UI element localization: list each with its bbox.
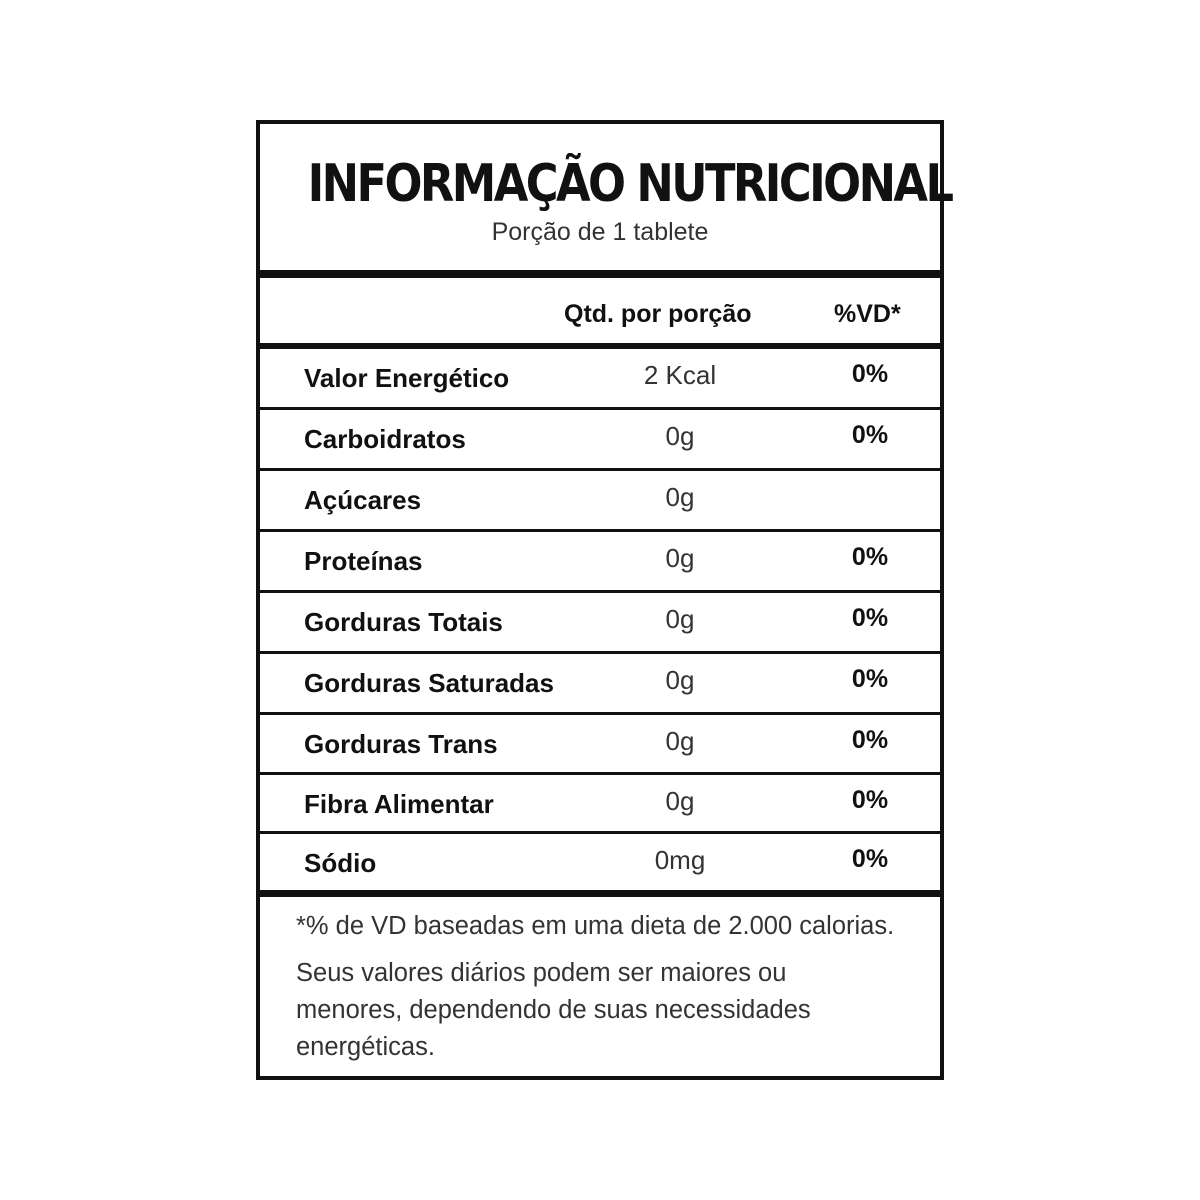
nutrient-vd: 0% <box>851 786 889 814</box>
nutrient-qty: 0g <box>665 543 695 573</box>
nutrient-name: Proteínas <box>304 546 423 576</box>
nutrient-qty: 0g <box>665 726 695 756</box>
nutrient-qty: 2 Kcal <box>643 360 717 390</box>
nutrient-name: Valor Energético <box>304 363 510 393</box>
serving-size: Porção de 1 tablete <box>491 218 709 246</box>
nutrient-name: Gorduras Trans <box>304 729 498 759</box>
nutrient-qty: 0g <box>665 665 695 695</box>
nutrient-qty: 0mg <box>654 845 706 875</box>
table-row <box>260 532 940 590</box>
nutrient-qty: 0g <box>665 482 695 512</box>
nutrient-vd: 0% <box>851 543 889 571</box>
table-row <box>260 471 940 529</box>
nutrient-qty: 0g <box>665 421 695 451</box>
nutrient-vd: 0% <box>851 604 889 632</box>
divider-thick-top <box>260 270 940 278</box>
nutrient-vd: 0% <box>851 665 889 693</box>
table-row <box>260 654 940 712</box>
nutrient-name: Gorduras Saturadas <box>304 668 554 698</box>
table-row <box>260 834 940 892</box>
table-row <box>260 593 940 651</box>
nutrient-qty: 0g <box>665 786 695 816</box>
nutrient-vd: 0% <box>851 421 889 449</box>
nutrient-vd: 0% <box>851 360 889 388</box>
table-row <box>260 349 940 407</box>
nutrient-qty: 0g <box>665 604 695 634</box>
nutrient-name: Sódio <box>304 848 377 878</box>
column-header-vd: %VD* <box>834 300 901 328</box>
nutrient-name: Açúcares <box>304 485 422 515</box>
nutrient-name: Gorduras Totais <box>304 607 503 637</box>
footnote-disclaimer: Seus valores diários podem ser maiores ou menores, dependendo de suas necessidades energéticas. <box>296 959 811 1061</box>
table-row <box>260 715 940 773</box>
label-title: INFORMAÇÃO NUTRICIONAL <box>307 154 952 214</box>
footnote-dv-basis: *% de VD baseadas em uma dieta de 2.000 calorias. <box>296 912 895 940</box>
table-row <box>260 775 940 833</box>
table-row <box>260 410 940 468</box>
nutrient-vd: 0% <box>851 726 889 754</box>
nutrient-name: Fibra Alimentar <box>304 789 494 819</box>
nutrient-vd: 0% <box>851 845 889 873</box>
column-header-qty: Qtd. por porção <box>564 300 752 328</box>
nutrient-name: Carboidratos <box>304 424 466 454</box>
nutrition-label <box>256 120 952 1080</box>
divider-thick-bottom <box>260 890 940 897</box>
